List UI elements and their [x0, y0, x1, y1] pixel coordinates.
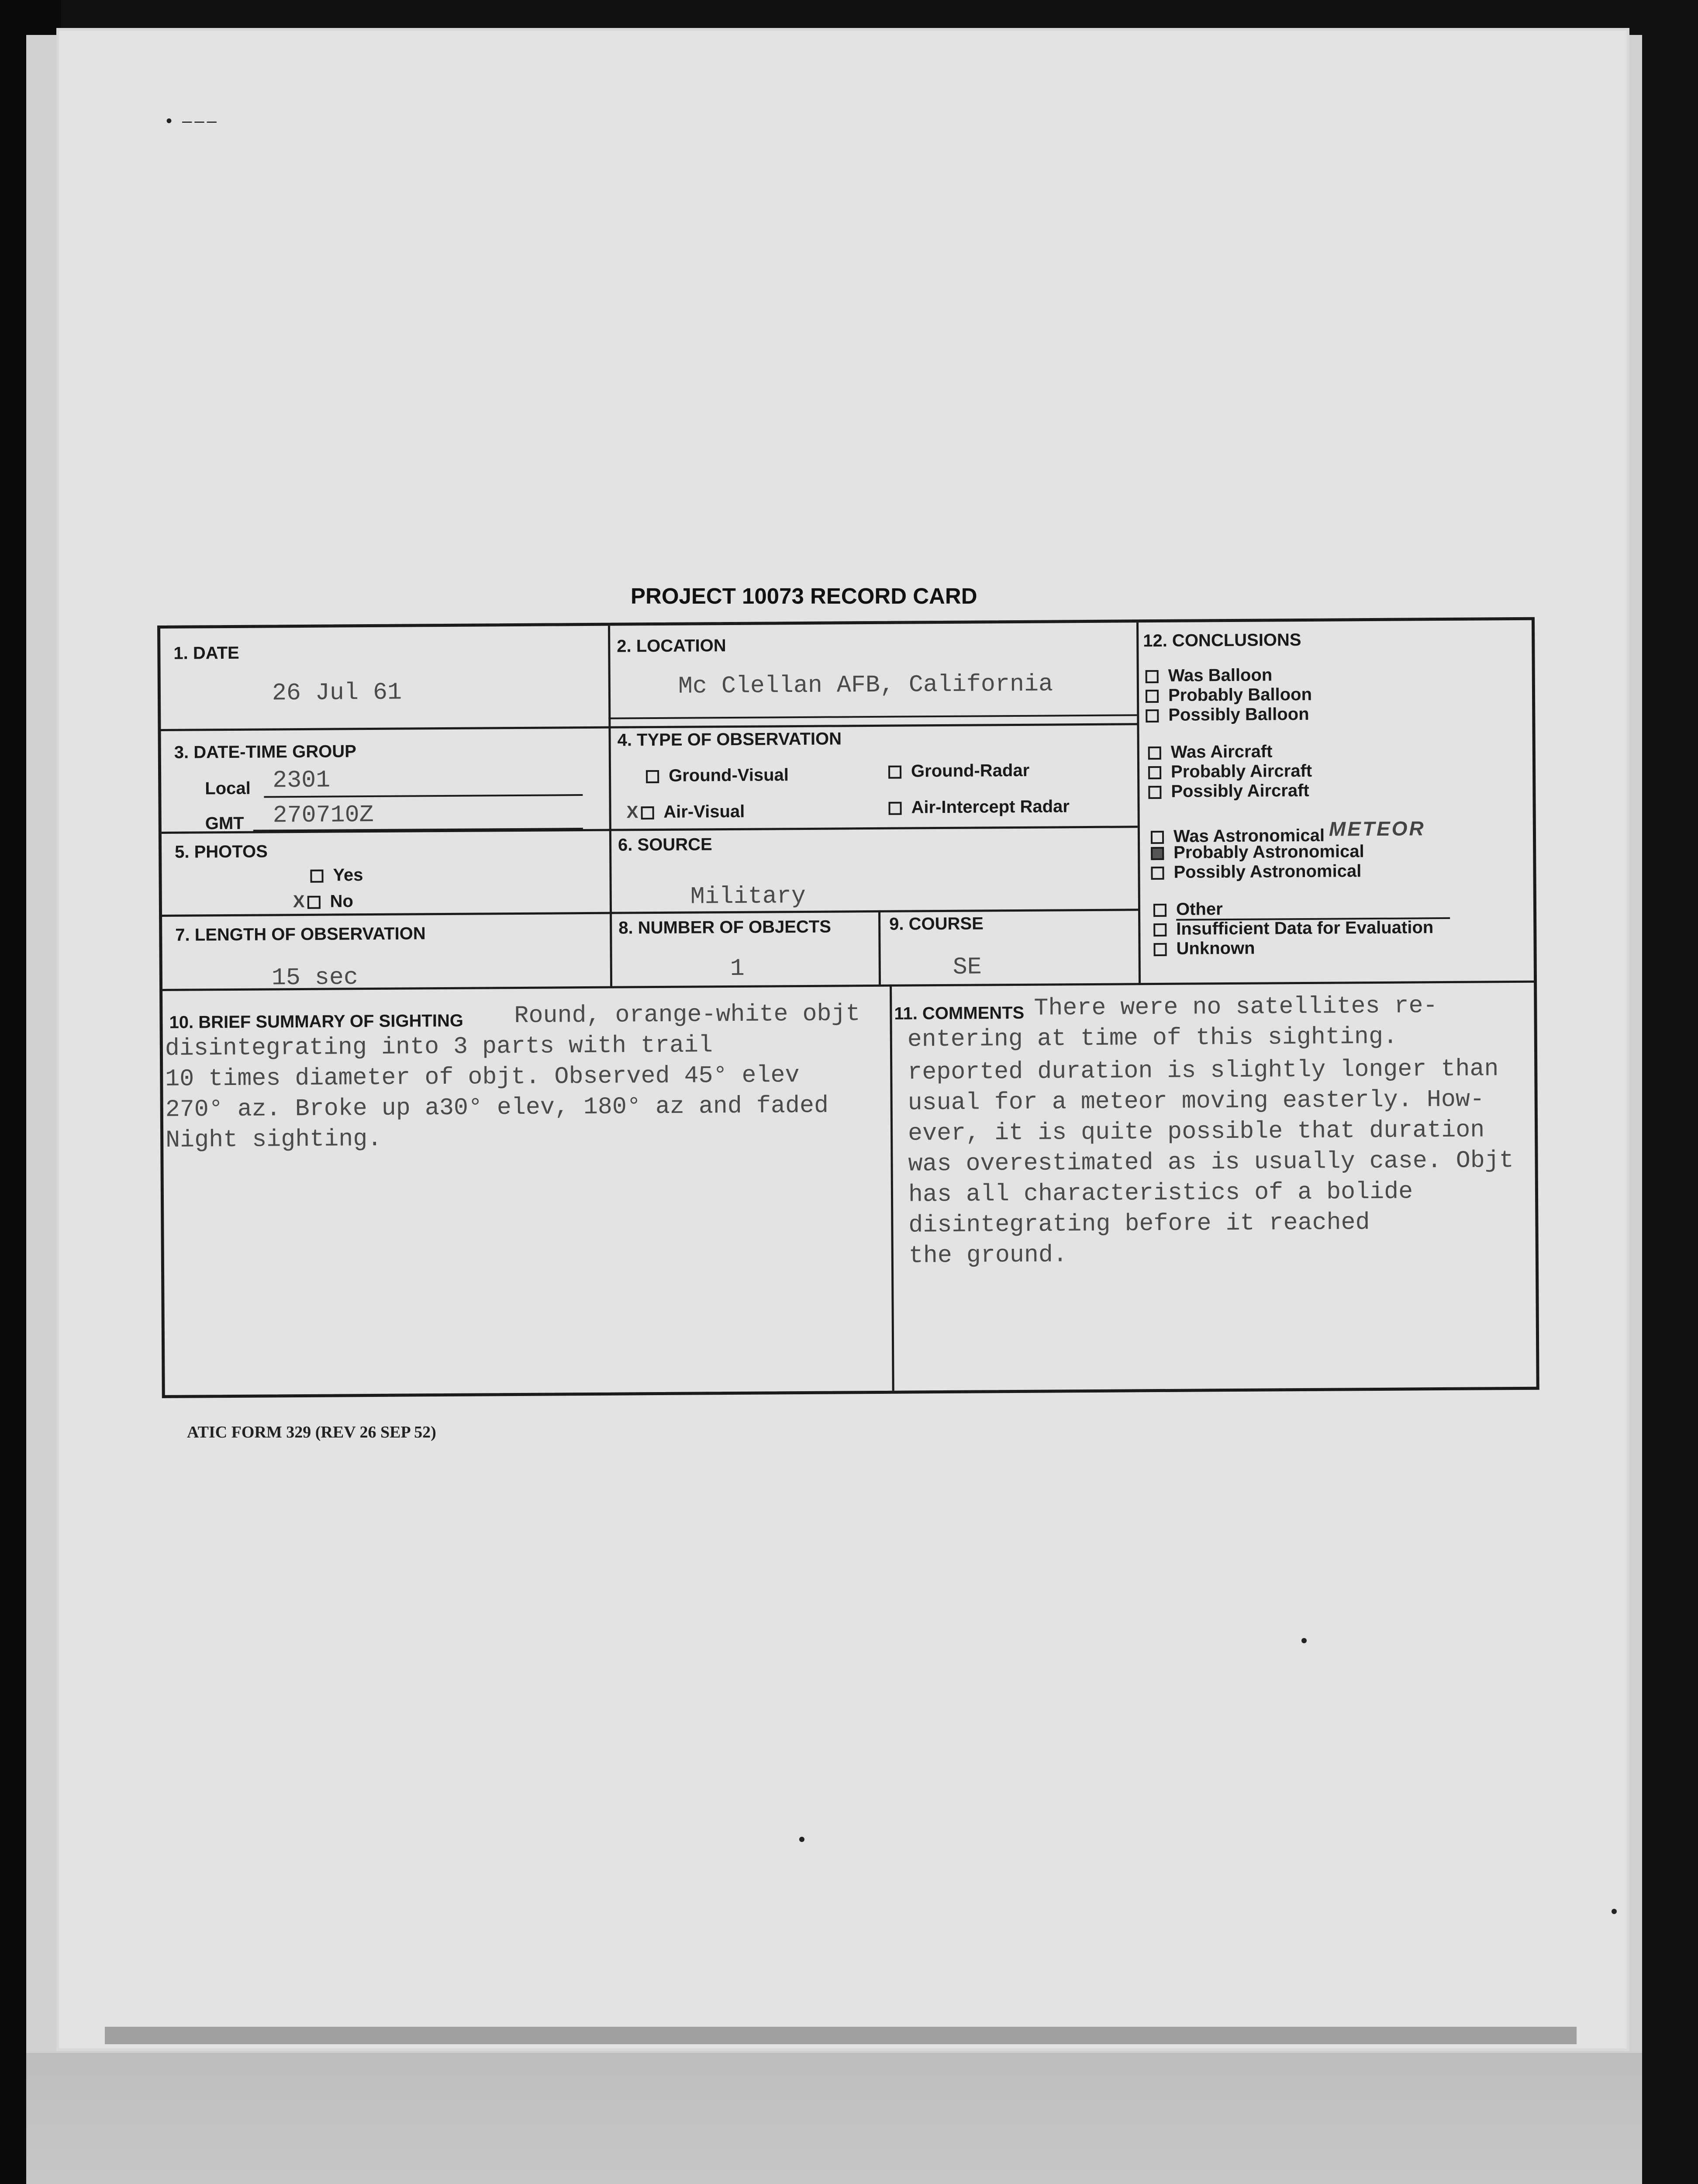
- speck: [799, 1837, 804, 1842]
- comments-line: was overestimated as is usually case. Objt: [908, 1147, 1514, 1178]
- checkbox-icon: [646, 770, 659, 783]
- checkbox-icon: [1153, 904, 1167, 917]
- comments-label: 11. COMMENTS: [894, 1003, 1025, 1023]
- date-time-group-label: 3. DATE-TIME GROUP: [174, 742, 356, 762]
- comments-line: has all characteristics of a bolide: [908, 1178, 1413, 1209]
- handwritten-note: METEOR: [1329, 817, 1425, 840]
- checkbox-checked-icon: [1151, 847, 1164, 860]
- photos-yes: Yes: [310, 865, 363, 885]
- date-label: 1. DATE: [173, 643, 239, 663]
- sheet-shadow: [105, 2027, 1577, 2044]
- source-label: 6. SOURCE: [618, 835, 712, 855]
- speck: [1612, 1909, 1617, 1914]
- speck: [1301, 1638, 1307, 1643]
- source-value: Military: [690, 882, 806, 911]
- conclusion-item: Possibly Aircraft: [1148, 781, 1309, 802]
- conclusion-item: Other: [1153, 898, 1450, 919]
- checkbox-icon: [1146, 709, 1159, 722]
- checkbox-icon: [888, 766, 901, 779]
- checkbox-icon: [1153, 943, 1167, 956]
- checkbox-icon: [1146, 670, 1159, 683]
- conclusion-item: Was Balloon: [1146, 665, 1273, 686]
- conclusion-item: Probably Balloon: [1146, 685, 1312, 705]
- checkbox-icon: [310, 870, 323, 883]
- option-ground-visual: Ground-Visual: [646, 765, 789, 786]
- conclusion-item: Insufficient Data for Evaluation: [1153, 918, 1433, 939]
- local-value: 2301: [272, 766, 331, 795]
- type-of-observation-label: 4. TYPE OF OBSERVATION: [617, 729, 842, 750]
- conclusions-label: 12. CONCLUSIONS: [1143, 630, 1301, 651]
- comments-line: There were no satellites re-: [1034, 992, 1438, 1022]
- summary-label: 10. BRIEF SUMMARY OF SIGHTING: [169, 1011, 464, 1032]
- comments-line: the ground.: [908, 1241, 1068, 1270]
- stray-mark: • ‒‒‒: [166, 111, 219, 131]
- summary-line: 270° az. Broke up a30° elev, 180° az and faded: [165, 1092, 829, 1123]
- length-of-observation-value: 15 sec: [271, 964, 359, 992]
- conclusion-item: Was Astronomical METEOR: [1151, 822, 1425, 847]
- conclusion-item-checked: Probably Astronomical: [1151, 842, 1364, 863]
- gmt-label: GMT: [205, 813, 244, 833]
- checkbox-icon: [889, 802, 902, 815]
- checkbox-icon: [1148, 766, 1161, 779]
- option-ground-radar: Ground-Radar: [888, 761, 1029, 781]
- checkbox-checked-icon: [641, 806, 654, 819]
- comments-line: entering at time of this sighting.: [907, 1023, 1398, 1054]
- summary-line: Night sighting.: [166, 1125, 382, 1154]
- conclusion-item: Was Aircraft: [1148, 742, 1273, 762]
- course-value: SE: [953, 953, 982, 981]
- conclusion-item: Possibly Balloon: [1146, 705, 1309, 725]
- conclusion-item: Probably Aircraft: [1148, 761, 1312, 782]
- checkbox-icon: [1151, 867, 1164, 880]
- date-value: 26 Jul 61: [272, 678, 402, 707]
- course-label: 9. COURSE: [889, 914, 984, 934]
- summary-line: Round, orange-white objt: [514, 1000, 860, 1030]
- number-of-objects-value: 1: [730, 954, 745, 983]
- comments-line: disintegrating before it reached: [908, 1209, 1370, 1239]
- location-value: Mc Clellan AFB, California: [678, 670, 1053, 700]
- checkbox-icon: [1148, 786, 1161, 799]
- checkbox-icon: [1146, 690, 1159, 703]
- checkbox-checked-icon: [307, 896, 320, 909]
- option-air-intercept-radar: Air-Intercept Radar: [888, 797, 1070, 818]
- summary-line: 10 times diameter of objt. Observed 45° elev: [165, 1061, 800, 1093]
- gmt-value: 270710Z: [273, 801, 374, 829]
- photos-no: X No: [293, 892, 354, 912]
- comments-line: reported duration is slightly longer than: [908, 1055, 1499, 1086]
- card-title: PROJECT 10073 RECORD CARD: [631, 584, 977, 608]
- local-label: Local: [205, 778, 251, 798]
- summary-line: disintegrating into 3 parts with trail: [165, 1031, 713, 1062]
- comments-line: usual for a meteor moving easterly. How-: [908, 1085, 1485, 1117]
- location-label: 2. LOCATION: [617, 636, 726, 656]
- checkbox-icon: [1151, 831, 1164, 844]
- number-of-objects-label: 8. NUMBER OF OBJECTS: [618, 917, 832, 938]
- film-scratch: [61, 2167, 201, 2184]
- checkbox-icon: [1148, 746, 1161, 760]
- conclusion-item: Possibly Astronomical: [1151, 861, 1361, 882]
- photos-label: 5. PHOTOS: [175, 842, 268, 862]
- option-air-visual: X Air-Visual: [626, 802, 745, 822]
- form-id: ATIC FORM 329 (REV 26 SEP 52): [187, 1423, 436, 1441]
- comments-line: ever, it is quite possible that duration: [908, 1116, 1485, 1147]
- conclusion-item: Unknown: [1153, 939, 1255, 959]
- length-of-observation-label: 7. LENGTH OF OBSERVATION: [175, 924, 426, 945]
- film-backing-lower: [26, 2053, 1642, 2184]
- checkbox-icon: [1153, 923, 1167, 936]
- record-card: [157, 617, 1539, 1398]
